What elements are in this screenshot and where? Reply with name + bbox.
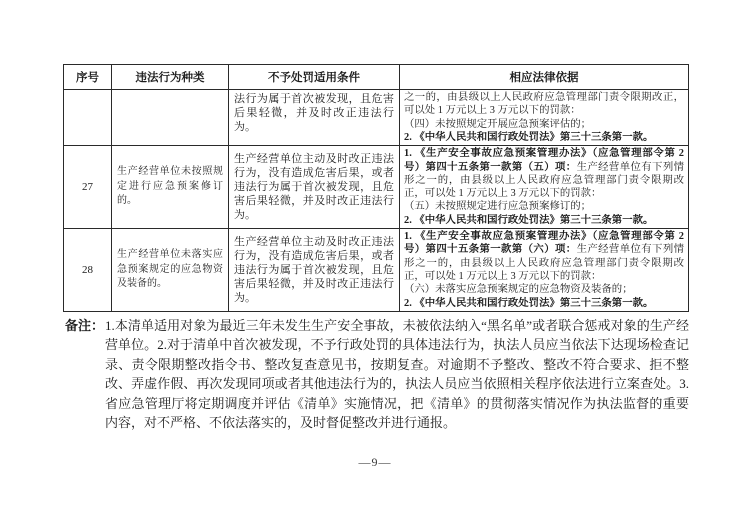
legal-basis-paragraph <box>404 118 684 131</box>
cell-seq <box>64 90 112 146</box>
col-header-exemption-conditions: 不予处罚适用条件 <box>229 65 400 90</box>
col-header-violation-type: 违法行为种类 <box>112 65 229 90</box>
legal-basis-text: 生产经营单位有下列情形之一的，由县级以上人民政府应急管理部门责令限期改正，可以处 1 万元以上 3 万元以下的罚款： <box>404 244 685 283</box>
legal-basis-paragraph <box>404 230 684 283</box>
col-header-legal-basis: 相应法律依据 <box>400 65 689 90</box>
col-header-seq: 序号 <box>64 65 112 90</box>
legal-basis-paragraph <box>404 214 684 227</box>
legal-basis-citation: 2. 《中华人民共和国行政处罚法》第三十三条第一款。 <box>404 297 654 309</box>
remarks-text: 1.本清单适用对象为最近三年未发生生产安全事故，未被依法纳入“黑名单”或者联合惩戒对象的生产经营单位。2.对于清单中首次被发现，不予行政处罚的具体违法行为，执法人员应当依法下达现场检查记录、责令限期整改指令书、整改复查意见书，按期复查。对逾期不予整改、整改不符合要求、拒不整改、弄虚作假、再次发现同项或者其他违法行为的，执法人员应当依照相关程序依法进行立案查处。3.省应急管理厅将定期调度并评估《清单》实施情况，把《清单》的贯彻落实情况作为执法监督的重要内容，对不严格、不依法落实的，及时督促整改并进行通报。 <box>105 318 689 431</box>
cell-legal-basis <box>400 146 689 229</box>
legal-basis-citation: 2. 《中华人民共和国行政处罚法》第三十三条第一款。 <box>404 131 654 143</box>
legal-basis-citation: 2. 《中华人民共和国行政处罚法》第三十三条第一款。 <box>404 214 654 226</box>
legal-basis-citation: 1. 《生产安全事故应急预案管理办法》（应急管理部令第 2 号）第四十五条第一款第（六）项： <box>404 231 684 256</box>
page-number: —9— <box>358 455 392 469</box>
remarks-block <box>65 316 689 432</box>
table-header-row <box>64 65 689 90</box>
cell-seq: 27 <box>64 146 112 229</box>
cell-seq: 28 <box>64 229 112 312</box>
penalty-exemption-table <box>63 64 689 312</box>
legal-basis-paragraph <box>404 147 684 200</box>
cell-violation-type: 生产经营单位未按照规定进行应急预案修订的。 <box>112 146 229 229</box>
table-row <box>64 146 689 229</box>
legal-basis-paragraph <box>404 297 684 310</box>
cell-violation-type: 生产经营单位未落实应急预案规定的应急物资及装备的。 <box>112 229 229 312</box>
legal-basis-text: （四）未按照规定开展应急预案评估的； <box>404 118 592 130</box>
legal-basis-text: （五）未按照规定进行应急预案修订的； <box>404 201 592 213</box>
legal-basis-text: 之一的，由县级以上人民政府应急管理部门责令限期改正，可以处 1 万元以上 3 万元以下的罚款： <box>404 92 684 117</box>
legal-basis-citation: 1. 《生产安全事故应急预案管理办法》（应急管理部令第 2 号）第四十五条第一款第（五）项： <box>404 148 684 173</box>
legal-basis-paragraph <box>404 283 684 296</box>
remarks-label: 备注： <box>65 318 105 333</box>
legal-basis-paragraph <box>404 91 684 118</box>
cell-exemption-condition: 法行为属于首次被发现，且危害后果轻微，并及时改正违法行为。 <box>229 90 400 146</box>
table-row <box>64 229 689 312</box>
cell-legal-basis <box>400 90 689 146</box>
legal-basis-paragraph <box>404 131 684 144</box>
cell-exemption-condition: 生产经营单位主动及时改正违法行为，没有造成危害后果，或者违法行为属于首次被发现，且危害后果轻微，并及时改正违法行为。 <box>229 229 400 312</box>
legal-basis-paragraph <box>404 200 684 213</box>
cell-exemption-condition: 生产经营单位主动及时改正违法行为，没有造成危害后果，或者违法行为属于首次被发现，且危害后果轻微，并及时改正违法行为。 <box>229 146 400 229</box>
cell-violation-type <box>112 90 229 146</box>
legal-basis-text: 生产经营单位有下列情形之一的，由县级以上人民政府应急管理部门责令限期改正，可以处 1 万元以上 3 万元以下的罚款： <box>404 161 685 200</box>
cell-legal-basis <box>400 229 689 312</box>
table-row <box>64 90 689 146</box>
legal-basis-text: （六）未落实应急预案规定的应急物资及装备的； <box>404 284 633 296</box>
